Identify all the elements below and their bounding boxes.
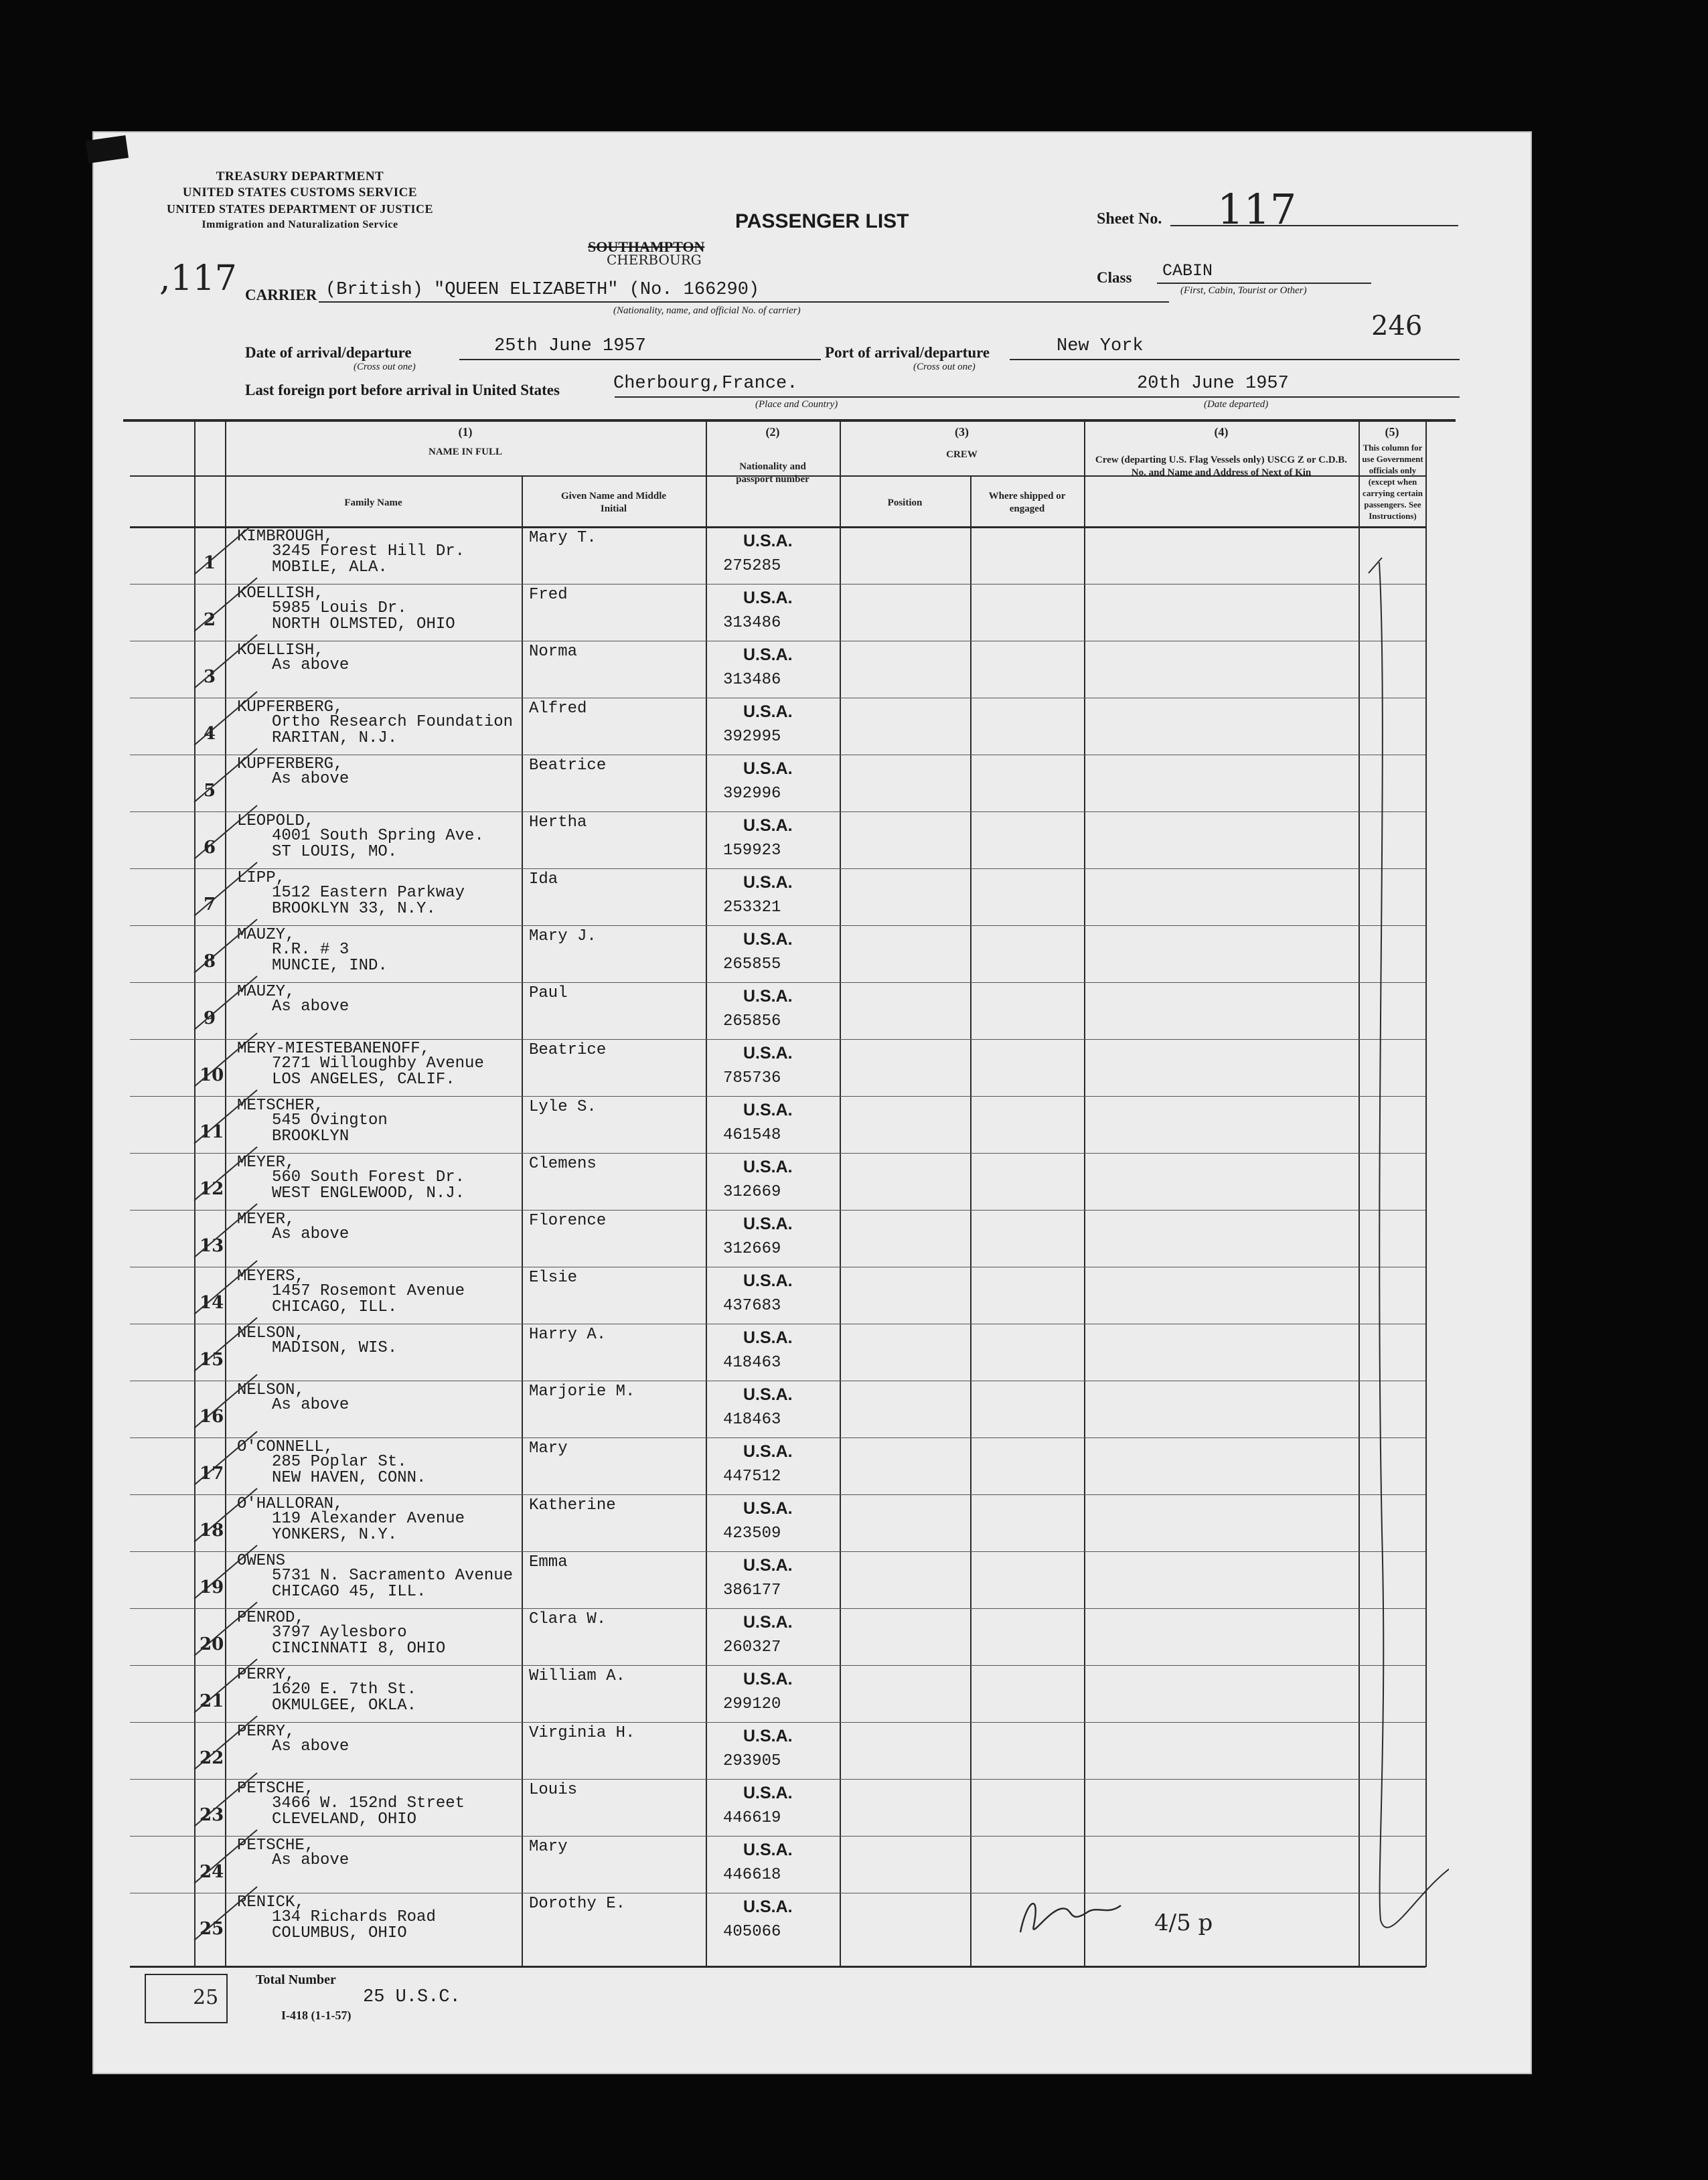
row-number: 23 <box>200 1805 224 1825</box>
given-name: Ida <box>529 870 558 888</box>
col2-title: Nationality and passport number <box>736 461 809 485</box>
passport-number: 265855 <box>723 955 781 974</box>
family-name: KUPFERBERG, <box>237 698 343 716</box>
dept-line: UNITED STATES DEPARTMENT OF JUSTICE <box>167 202 433 216</box>
last-port-label: Last foreign port before arrival in United States <box>245 382 560 398</box>
row-number: 6 <box>204 838 216 858</box>
passport-number: 386177 <box>723 1581 781 1600</box>
passport-number: 312669 <box>723 1240 781 1258</box>
class-underline <box>1157 283 1371 284</box>
given-name: Norma <box>529 643 578 661</box>
address-line-1: 4001 South Spring Ave. <box>272 827 484 845</box>
row-number: 4 <box>204 724 216 744</box>
passport-number: 446618 <box>723 1866 781 1884</box>
address-line-1: 1457 Rosemont Avenue <box>272 1282 465 1300</box>
passport-number: 392996 <box>723 785 781 803</box>
given-name: Emma <box>529 1553 568 1571</box>
nationality: U.S.A. <box>743 1897 793 1916</box>
col4-number: (4) <box>1214 425 1229 439</box>
family-name: MEYERS, <box>237 1267 305 1286</box>
last-port-underline <box>615 396 1460 398</box>
nationality: U.S.A. <box>743 1101 793 1119</box>
port-underline <box>1010 359 1460 360</box>
page-title: PASSENGER LIST <box>735 210 909 232</box>
family-name: LIPP, <box>237 869 286 887</box>
address-line-1: 285 Poplar St. <box>272 1453 407 1471</box>
row-number: 3 <box>204 667 216 687</box>
row-number: 19 <box>200 1577 224 1598</box>
nationality: U.S.A. <box>743 1271 793 1290</box>
passport-number: 299120 <box>723 1695 781 1713</box>
class-label: Class <box>1097 269 1132 286</box>
passport-number: 312669 <box>723 1183 781 1201</box>
check-strokes <box>130 528 1449 1974</box>
port-label: Port of arrival/departure <box>825 344 990 361</box>
passport-number: 437683 <box>723 1297 781 1315</box>
nationality: U.S.A. <box>743 1670 793 1689</box>
nationality: U.S.A. <box>743 1215 793 1233</box>
col1-title: NAME IN FULL <box>428 447 502 457</box>
address-line-1: 560 South Forest Dr. <box>272 1168 465 1186</box>
address-line-1: As above <box>272 656 350 674</box>
address-line-1: 119 Alexander Avenue <box>272 1510 465 1528</box>
struck-port: SOUTHAMPTON <box>588 238 705 255</box>
address-line-2: WEST ENGLEWOOD, N.J. <box>272 1184 465 1202</box>
passport-number: 265856 <box>723 1012 781 1030</box>
address-line-1: MADISON, WIS. <box>272 1339 398 1357</box>
col3a-header: Position <box>887 497 923 508</box>
place-caption: (Place and Country) <box>755 399 838 410</box>
address-line-2: CLEVELAND, OHIO <box>272 1810 417 1828</box>
family-name: PERRY, <box>237 1723 295 1741</box>
family-name: PETSCHE, <box>237 1837 315 1855</box>
dept-line: TREASURY DEPARTMENT <box>216 169 384 183</box>
address-line-1: As above <box>272 1396 350 1414</box>
port-value: New York <box>1057 336 1144 356</box>
row-number: 21 <box>200 1691 224 1711</box>
passenger-table <box>130 419 1449 1979</box>
row-number: 18 <box>200 1521 224 1541</box>
margin-mark: ,117 <box>159 258 237 299</box>
given-name: Marjorie M. <box>529 1383 635 1401</box>
row-number: 17 <box>200 1464 224 1484</box>
address-line-2: LOS ANGELES, CALIF. <box>272 1071 455 1089</box>
given-name: Mary T. <box>529 529 597 547</box>
passport-number: 405066 <box>723 1923 781 1941</box>
family-name: MERY-MIESTEBANENOFF, <box>237 1040 431 1058</box>
address-line-1: 1620 E. 7th St. <box>272 1681 417 1699</box>
family-name: MAUZY, <box>237 926 295 944</box>
date-departed-caption: (Date departed) <box>1204 399 1269 410</box>
address-line-2: ST LOUIS, MO. <box>272 843 398 861</box>
row-number: 25 <box>200 1919 224 1939</box>
family-name: KUPFERBERG, <box>237 755 343 773</box>
given-name: Fred <box>529 586 568 604</box>
family-name: MAUZY, <box>237 983 295 1001</box>
passport-number: 446619 <box>723 1809 781 1827</box>
passport-number: 392995 <box>723 728 781 746</box>
address-line-1: R.R. # 3 <box>272 941 350 959</box>
passport-number: 461548 <box>723 1126 781 1144</box>
address-line-2: NEW HAVEN, CONN. <box>272 1469 426 1487</box>
nationality: U.S.A. <box>743 1556 793 1575</box>
row-number: 8 <box>204 951 216 971</box>
given-name: Hertha <box>529 813 587 832</box>
arrival-label: Date of arrival/departure <box>245 344 412 361</box>
given-name: Virginia H. <box>529 1724 635 1742</box>
address-line-2: YONKERS, N.Y. <box>272 1526 398 1544</box>
col3-title: CREW <box>946 449 978 460</box>
nationality: U.S.A. <box>743 1158 793 1176</box>
passport-number: 275285 <box>723 557 781 575</box>
form-number: I-418 (1-1-57) <box>281 2009 352 2022</box>
given-name: Lyle S. <box>529 1098 597 1116</box>
row-number: 10 <box>200 1065 224 1085</box>
col5-number: (5) <box>1385 425 1399 439</box>
port-cross-caption: (Cross out one) <box>913 362 976 372</box>
given-name: Elsie <box>529 1269 578 1287</box>
row-number: 9 <box>204 1008 216 1028</box>
corner-mark <box>86 135 129 163</box>
row-number: 12 <box>200 1179 224 1199</box>
family-name: KOELLISH, <box>237 641 324 659</box>
total-value: 25 U.S.C. <box>363 1987 461 2007</box>
nationality: U.S.A. <box>743 1613 793 1632</box>
col3b-header: Where shipped or engaged <box>988 491 1066 514</box>
total-label: Total Number <box>256 1972 336 1987</box>
nationality: U.S.A. <box>743 1385 793 1404</box>
family-name: NELSON, <box>237 1324 305 1342</box>
passport-number: 418463 <box>723 1411 781 1429</box>
given-name: Beatrice <box>529 757 607 775</box>
family-name: PERRY, <box>237 1666 295 1684</box>
row-number: 14 <box>200 1293 224 1313</box>
address-line-2: MOBILE, ALA. <box>272 558 388 576</box>
passport-number: 418463 <box>723 1354 781 1372</box>
family-name: PETSCHE, <box>237 1780 315 1798</box>
carrier-label: CARRIER <box>245 287 317 303</box>
passport-number: 447512 <box>723 1468 781 1486</box>
given-name: Alfred <box>529 700 587 718</box>
nationality: U.S.A. <box>743 1727 793 1745</box>
address-line-1: 3466 W. 152nd Street <box>272 1794 465 1812</box>
family-name: OWENS <box>237 1552 286 1570</box>
passport-number: 423509 <box>723 1525 781 1543</box>
family-name: PENROD, <box>237 1609 305 1627</box>
given-name: Katherine <box>529 1496 616 1514</box>
nationality: U.S.A. <box>743 532 793 550</box>
family-name: KIMBROUGH, <box>237 528 334 546</box>
nationality: U.S.A. <box>743 589 793 607</box>
last-port-value: Cherbourg,France. <box>613 374 798 394</box>
handwritten-number: 246 <box>1371 311 1423 341</box>
sheet-underline <box>1170 225 1458 226</box>
address-line-2: RARITAN, N.J. <box>272 729 398 747</box>
given-name: William A. <box>529 1667 626 1685</box>
address-line-2: CHICAGO, ILL. <box>272 1298 398 1316</box>
nationality: U.S.A. <box>743 1328 793 1347</box>
address-line-1: As above <box>272 770 350 788</box>
address-line-1: 1512 Eastern Parkway <box>272 884 465 902</box>
passport-number: 260327 <box>723 1638 781 1656</box>
col3-number: (3) <box>955 425 969 439</box>
given-name: Mary <box>529 1439 568 1458</box>
passport-number: 253321 <box>723 899 781 917</box>
handwritten-initials <box>1014 1885 1148 1946</box>
address-line-1: 545 Ovington <box>272 1111 388 1130</box>
row-number: 16 <box>200 1407 224 1427</box>
given-name: Louis <box>529 1781 578 1799</box>
row-number: 24 <box>200 1862 224 1882</box>
handwritten-fraction: 4/5 p <box>1154 1910 1213 1936</box>
passport-number: 313486 <box>723 614 781 632</box>
address-line-2: OKMULGEE, OKLA. <box>272 1697 417 1715</box>
nationality: U.S.A. <box>743 759 793 778</box>
address-line-1: 5731 N. Sacramento Avenue <box>272 1567 514 1585</box>
handwritten-port: CHERBOURG <box>607 252 702 268</box>
carrier-caption: (Nationality, name, and official No. of carrier) <box>613 305 801 316</box>
row-number: 13 <box>200 1236 224 1256</box>
address-line-2: NORTH OLMSTED, OHIO <box>272 615 455 633</box>
address-line-1: As above <box>272 998 350 1016</box>
passport-number: 293905 <box>723 1752 781 1770</box>
date-departed-value: 20th June 1957 <box>1137 374 1289 394</box>
row-number: 5 <box>204 781 216 801</box>
col1a-header: Family Name <box>344 497 402 508</box>
document-sheet <box>92 131 1532 2074</box>
col1b-header: Given Name and Middle Initial <box>560 491 667 514</box>
total-box-value: 25 <box>193 1986 219 2009</box>
family-name: O'HALLORAN, <box>237 1495 343 1513</box>
nationality: U.S.A. <box>743 930 793 949</box>
dept-line: Immigration and Naturalization Service <box>202 219 398 230</box>
given-name: Paul <box>529 984 568 1002</box>
nationality: U.S.A. <box>743 987 793 1006</box>
sheet-number: 117 <box>1217 185 1297 234</box>
col1-number: (1) <box>458 425 473 439</box>
carrier-value: (British) "QUEEN ELIZABETH" (No. 166290) <box>325 280 760 300</box>
address-line-2: BROOKLYN <box>272 1127 350 1146</box>
row-number: 1 <box>204 553 216 573</box>
col4-title: Crew (departing U.S. Flag Vessels only) USCG Z or C.D.B. No. and Name and Address of Next of Kin <box>1095 455 1348 478</box>
given-name: Mary J. <box>529 927 597 945</box>
class-caption: (First, Cabin, Tourist or Other) <box>1180 285 1307 296</box>
nationality: U.S.A. <box>743 816 793 835</box>
row-number: 15 <box>200 1350 224 1370</box>
address-line-1: 3797 Aylesboro <box>272 1624 407 1642</box>
address-line-2: MUNCIE, IND. <box>272 957 388 975</box>
passport-number: 785736 <box>723 1069 781 1087</box>
address-line-2: CHICAGO 45, ILL. <box>272 1583 426 1601</box>
address-line-1: 134 Richards Road <box>272 1908 436 1926</box>
nationality: U.S.A. <box>743 1499 793 1518</box>
given-name: Beatrice <box>529 1041 607 1059</box>
address-line-1: As above <box>272 1737 350 1756</box>
address-line-1: Ortho Research Foundation <box>272 713 514 731</box>
family-name: O'CONNELL, <box>237 1438 334 1456</box>
address-line-2: COLUMBUS, OHIO <box>272 1924 407 1942</box>
given-name: Harry A. <box>529 1326 607 1344</box>
arrival-underline <box>459 359 821 360</box>
row-number: 22 <box>200 1748 224 1768</box>
passport-number: 313486 <box>723 671 781 689</box>
nationality: U.S.A. <box>743 873 793 892</box>
dept-line: UNITED STATES CUSTOMS SERVICE <box>182 185 418 200</box>
nationality: U.S.A. <box>743 702 793 721</box>
nationality: U.S.A. <box>743 1784 793 1802</box>
family-name: METSCHER, <box>237 1097 324 1115</box>
class-value: CABIN <box>1162 261 1213 281</box>
row-number: 2 <box>204 610 216 630</box>
address-line-1: 3245 Forest Hill Dr. <box>272 542 465 560</box>
arrival-cross-caption: (Cross out one) <box>354 362 416 372</box>
given-name: Clara W. <box>529 1610 607 1628</box>
row-number: 7 <box>204 894 216 915</box>
carrier-underline <box>319 301 1169 303</box>
family-name: RENICK, <box>237 1893 305 1912</box>
family-name: LEOPOLD, <box>237 812 315 830</box>
given-name: Dorothy E. <box>529 1895 626 1913</box>
address-line-2: CINCINNATI 8, OHIO <box>272 1640 446 1658</box>
col2-number: (2) <box>765 425 780 439</box>
given-name: Clemens <box>529 1155 597 1173</box>
nationality: U.S.A. <box>743 645 793 664</box>
address-line-1: As above <box>272 1851 350 1869</box>
family-name: MEYER, <box>237 1154 295 1172</box>
col5-title: This column for use Government officials only (except when carrying certain passengers. See Instructions) <box>1362 443 1423 521</box>
given-name: Florence <box>529 1212 607 1230</box>
address-line-1: 7271 Willoughby Avenue <box>272 1055 484 1073</box>
given-name: Mary <box>529 1838 568 1856</box>
family-name: NELSON, <box>237 1381 305 1399</box>
address-line-1: 5985 Louis Dr. <box>272 599 407 617</box>
nationality: U.S.A. <box>743 1841 793 1859</box>
row-number: 20 <box>200 1634 224 1654</box>
department-header <box>146 169 454 233</box>
nationality: U.S.A. <box>743 1044 793 1063</box>
nationality: U.S.A. <box>743 1442 793 1461</box>
arrival-value: 25th June 1957 <box>494 336 646 356</box>
address-line-1: As above <box>272 1225 350 1243</box>
family-name: MEYER, <box>237 1211 295 1229</box>
passport-number: 159923 <box>723 842 781 860</box>
address-line-2: BROOKLYN 33, N.Y. <box>272 900 436 918</box>
family-name: KOELLISH, <box>237 585 324 603</box>
sheet-label: Sheet No. <box>1097 210 1162 228</box>
row-number: 11 <box>200 1122 224 1142</box>
